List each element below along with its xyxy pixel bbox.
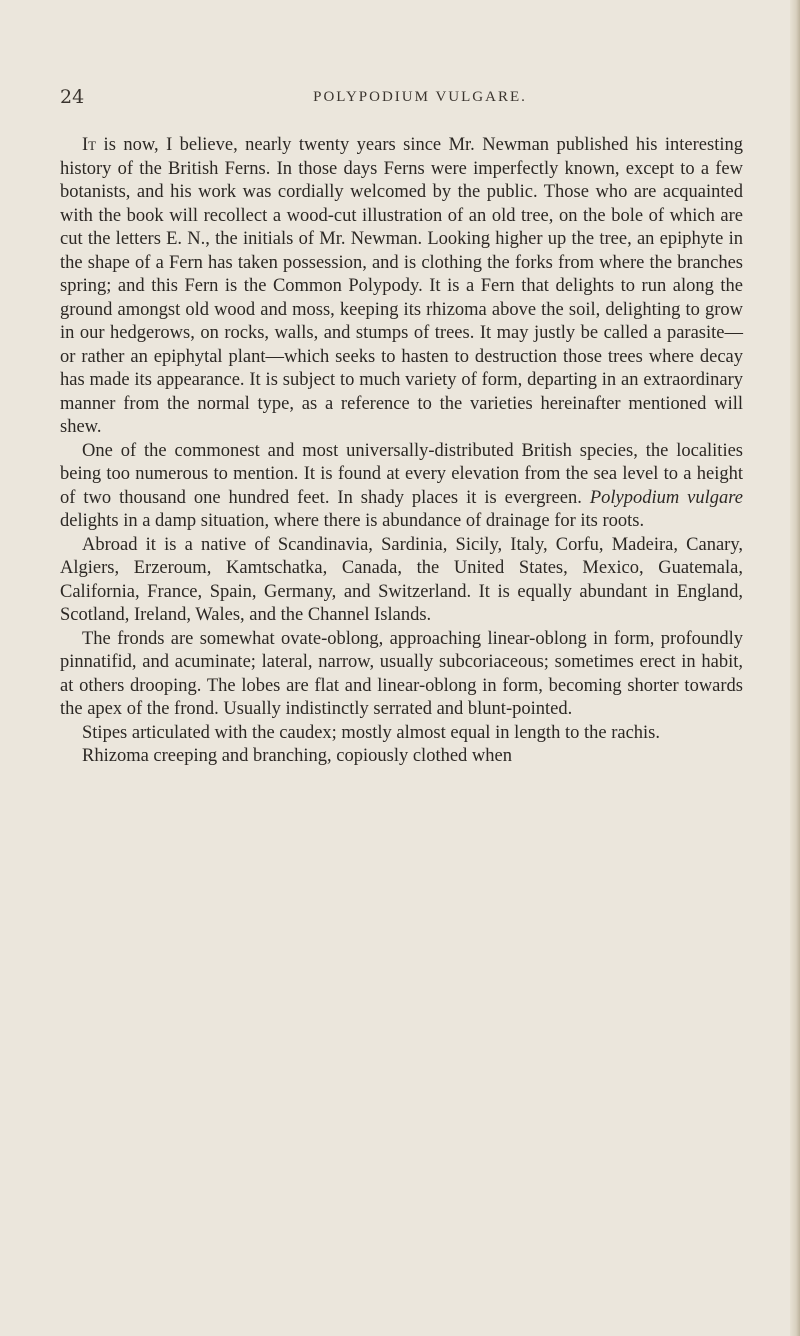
paragraph-4: [60, 628, 743, 722]
paragraph-text: is now, I believe, nearly twenty years since Mr. Newman published his interesting history of the British Ferns. In those days Ferns were imperfectly known, except to a few botanists, and his work was cordially welcomed by the public. Those who are acquainted with the book will recollect a wood-cut illustration of an old tree, on the bole of which are cut the letters E. N., the initials of Mr. Newman. Looking higher up the tree, an epiphyte in the shape of a Fern has taken possession, and is clothing the forks from where the branches spring; and this Fern is the Common Polypody. It is a Fern that delights to run along the ground amongst old wood and moss, keeping its rhizoma above the soil, delighting to grow in our hedgerows, on rocks, walls, and stumps of trees. It may justly be called a parasite—or rather an epiphytal plant—which seeks to hasten to destruction those trees where decay has made its appearance. It is subject to much variety of form, departing in an extraordinary manner from the normal type, as a reference to the varieties hereinafter mentioned will shew.: [60, 135, 743, 437]
page-number: 24: [60, 86, 85, 108]
paragraph-text: Rhizoma creeping and branching, copiously clothed when: [82, 746, 512, 766]
page-header: [60, 86, 740, 116]
paragraph-6: [60, 745, 743, 769]
page-edge-shadow: [790, 0, 800, 1336]
paragraph-lead-word: It: [82, 135, 97, 155]
paragraph-text: Stipes articulated with the caudex; mostly almost equal in length to the rachis.: [82, 722, 660, 743]
paragraph-2: [60, 440, 743, 534]
paragraph-text: One of the commonest and most universally-distributed British species, the localities being too numerous to mention. It is found at every elevation from the sea level to a height of two thousand one hundred feet. In shady places it is evergreen.: [60, 440, 743, 508]
paragraph-1: [60, 134, 743, 440]
paragraph-text: Abroad it is a native of Scandinavia, Sardinia, Sicily, Italy, Corfu, Madeira, Canary, Algiers, Erzeroum, Kamtschatka, Canada, the United States, Mexico, Guatemala, California, France, Spain, Germany, and Switzerland. It is equally abundant in England, Scotland, Ireland, Wales, and the Channel Islands.: [60, 534, 743, 625]
running-title: POLYPODIUM VULGARE.: [313, 89, 527, 105]
paragraph-5: [60, 722, 743, 746]
species-name-italic: Polypodium vulgare: [589, 487, 744, 508]
paragraph-3: [60, 534, 743, 628]
paragraph-text: The fronds are somewhat ovate-oblong, approaching linear-oblong in form, profoundly pinnatifid, and acuminate; lateral, narrow, usually subcoriaceous; sometimes erect in habit, at others drooping. The lobes are flat and linear-oblong in form, becoming shorter towards the apex of the frond. Usually indistinctly serrated and blunt-pointed.: [60, 628, 743, 719]
body-text: [60, 134, 743, 769]
paragraph-text: delights in a damp situation, where there is abundance of drainage for its roots.: [60, 511, 645, 531]
